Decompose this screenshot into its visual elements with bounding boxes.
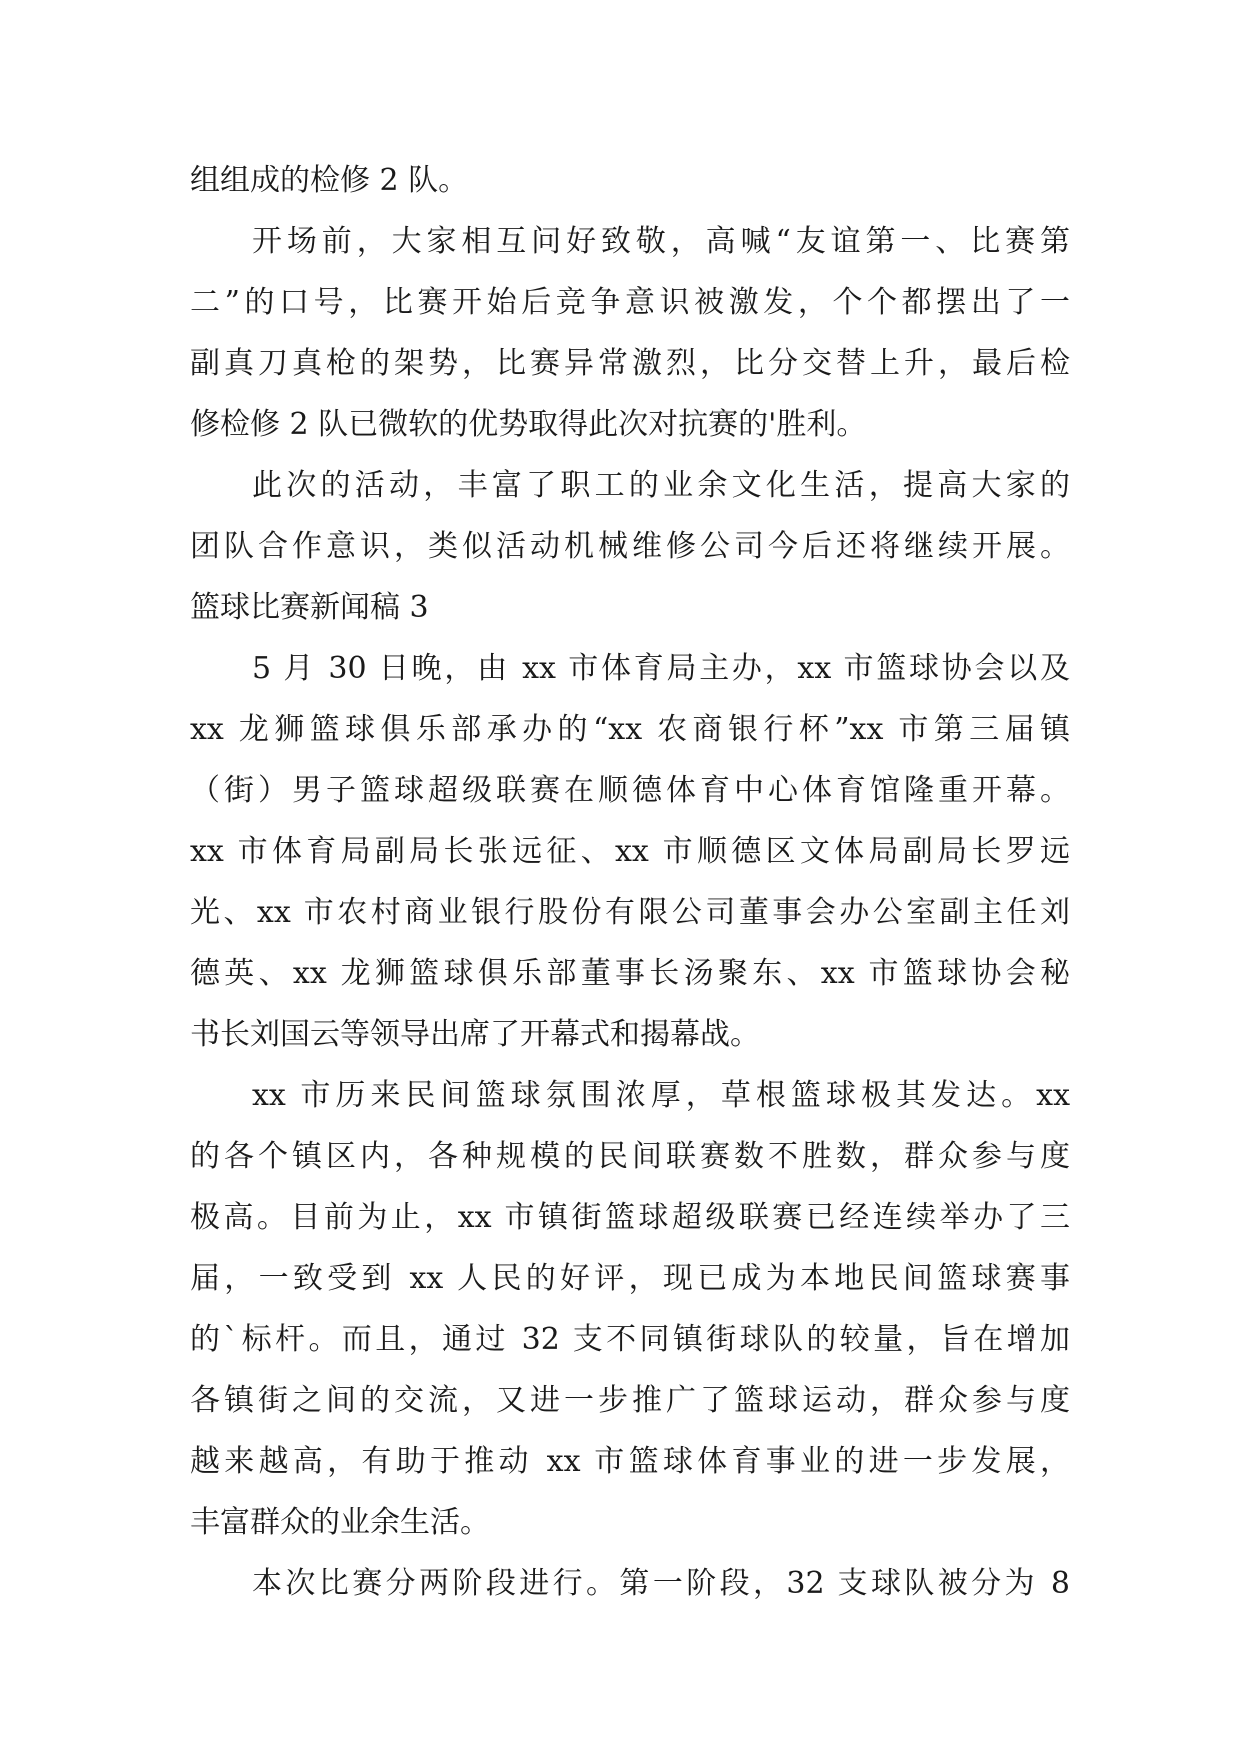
paragraph-line: 越来越高，有助于推动 xx 市篮球体育事业的进一步发展， <box>190 1444 1070 1479</box>
paragraph-line: xx 市体育局副局长张远征、xx 市顺德区文体局副局长罗远 <box>190 834 1070 869</box>
section-heading: 篮球比赛新闻稿 3 <box>190 590 429 625</box>
paragraph-line: 组组成的检修 2 队。 <box>190 163 469 198</box>
paragraph-line: 二”的口号，比赛开始后竞争意识被激发，个个都摆出了一 <box>190 285 1070 320</box>
article-body <box>190 150 1070 1614</box>
paragraph-line: 开场前，大家相互问好致敬，高喊“友谊第一、比赛第 <box>252 224 1070 259</box>
paragraph-line: 本次比赛分两阶段进行。第一阶段，32 支球队被分为 8 <box>252 1566 1070 1601</box>
paragraph-line: 丰富群众的业余生活。 <box>190 1505 490 1540</box>
paragraph-line: 5 月 30 日晚，由 xx 市体育局主办，xx 市篮球协会以及 <box>252 651 1070 686</box>
paragraph-line: 德英、xx 龙狮篮球俱乐部董事长汤聚东、xx 市篮球协会秘 <box>190 956 1070 991</box>
paragraph-line: 各镇街之间的交流，又进一步推广了篮球运动，群众参与度 <box>190 1383 1070 1418</box>
paragraph-line: 书长刘国云等领导出席了开幕式和揭幕战。 <box>190 1017 760 1052</box>
paragraph-line: 此次的活动，丰富了职工的业余文化生活，提高大家的 <box>252 468 1070 503</box>
paragraph-line: 修检修 2 队已微软的优势取得此次对抗赛的'胜利。 <box>190 407 867 442</box>
paragraph-line: xx 龙狮篮球俱乐部承办的“xx 农商银行杯”xx 市第三届镇 <box>190 712 1070 747</box>
paragraph-line: （街）男子篮球超级联赛在顺德体育中心体育馆隆重开幕。 <box>190 773 1070 808</box>
paragraph-line: 的`标杆。而且，通过 32 支不同镇街球队的较量，旨在增加 <box>190 1322 1070 1357</box>
paragraph-line: 团队合作意识，类似活动机械维修公司今后还将继续开展。 <box>190 529 1070 564</box>
paragraph-line: 的各个镇区内，各种规模的民间联赛数不胜数，群众参与度 <box>190 1139 1070 1174</box>
paragraph-line: xx 市历来民间篮球氛围浓厚，草根篮球极其发达。xx <box>252 1078 1070 1113</box>
paragraph-line: 极高。目前为止，xx 市镇街篮球超级联赛已经连续举办了三 <box>190 1200 1070 1235</box>
paragraph-line: 副真刀真枪的架势，比赛异常激烈，比分交替上升，最后检 <box>190 346 1070 381</box>
paragraph-line: 届，一致受到 xx 人民的好评，现已成为本地民间篮球赛事 <box>190 1261 1070 1296</box>
paragraph-line: 光、xx 市农村商业银行股份有限公司董事会办公室副主任刘 <box>190 895 1070 930</box>
